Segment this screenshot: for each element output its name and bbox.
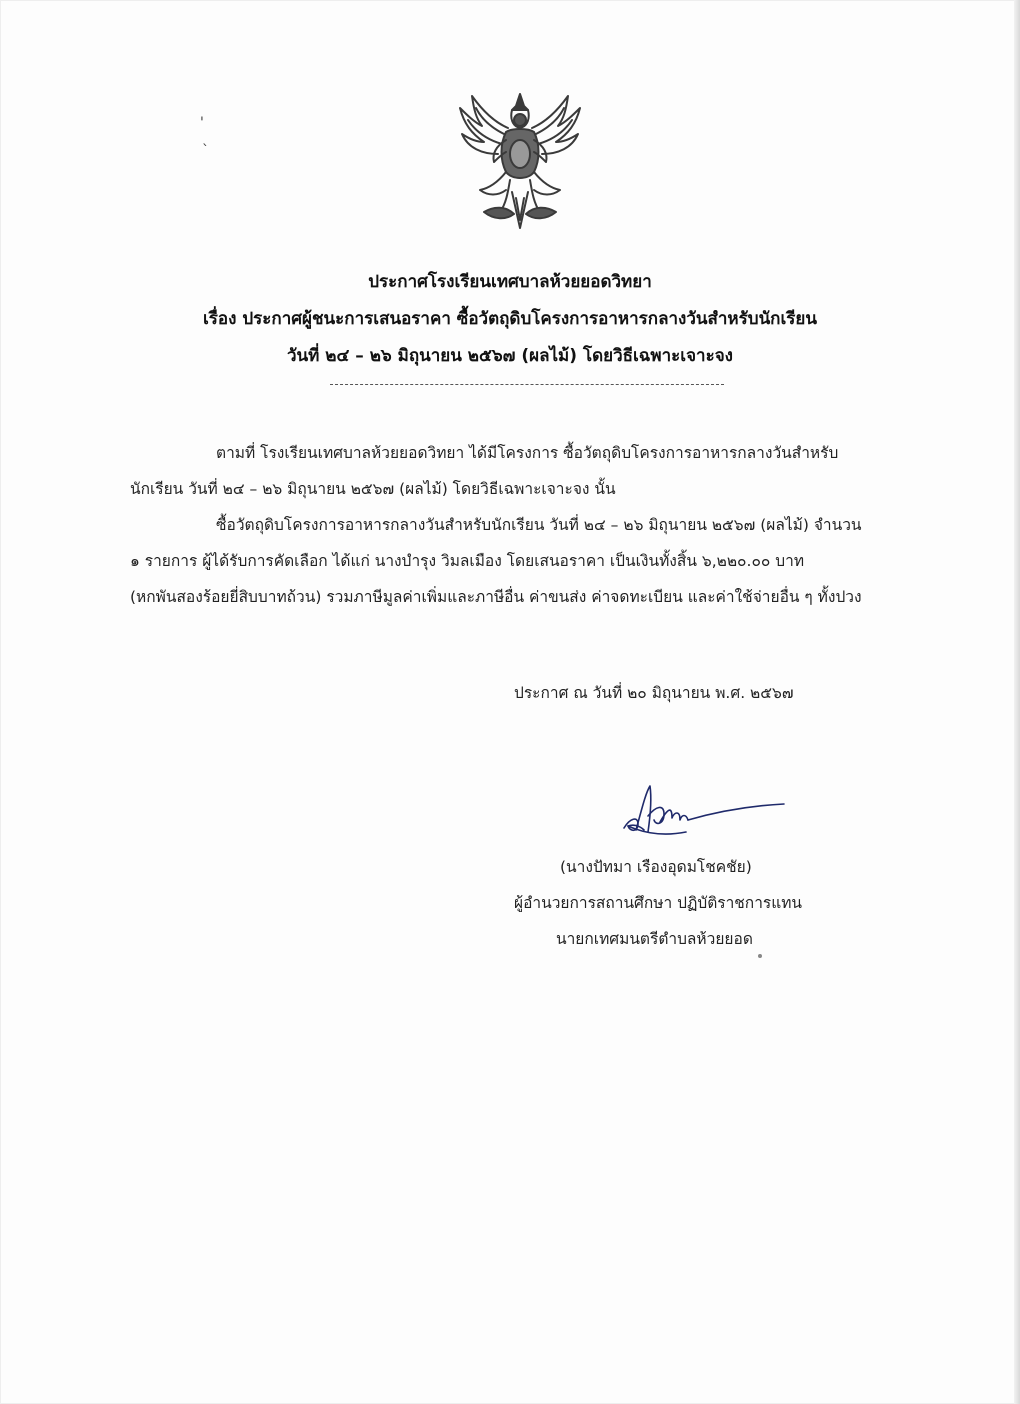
stray-dot (758, 954, 762, 958)
header-date-method: วันที่ ๒๔ – ๒๖ มิถุนายน ๒๕๖๗ (ผลไม้) โดยวิธีเฉพาะเจาะจง (287, 346, 733, 366)
signatory-position-line-2: นายกเทศมนตรีตำบลห้วยยอด (556, 930, 753, 948)
paragraph-1-line-1: ตามที่ โรงเรียนเทศบาลห้วยยอดวิทยา ได้มีโครงการ ซื้อวัตถุดิบโครงการอาหารกลางวันสำหรับ (216, 444, 839, 462)
signatory-name: (นางปัทมา เรืองอุดมโชคชัย) (560, 858, 752, 876)
paragraph-2-line-3: (หกพันสองร้อยยี่สิบบาทถ้วน) รวมภาษีมูลค่าเพิ่มและภาษีอื่น ค่าขนส่ง ค่าจดทะเบียน และค่าใช้จ่ายอื่น ๆ ทั้งปวง (130, 588, 862, 606)
paragraph-1-line-2: นักเรียน วันที่ ๒๔ – ๒๖ มิถุนายน ๒๕๖๗ (ผลไม้) โดยวิธีเฉพาะเจาะจง นั้น (130, 480, 616, 498)
paragraph-2-line-2: ๑ รายการ ผู้ได้รับการคัดเลือก ได้แก่ นางบำรุง วิมลเมือง โดยเสนอราคา เป็นเงินทั้งสิ้น ๖,๒๒๐.๐๐ บาท (130, 552, 805, 570)
header-subject: เรื่อง ประกาศผู้ชนะการเสนอราคา ซื้อวัตถุดิบโครงการอาหารกลางวันสำหรับนักเรียน (202, 309, 818, 329)
header-title: ประกาศโรงเรียนเทศบาลห้วยยอดวิทยา (368, 272, 652, 292)
garuda-emblem-icon (454, 88, 586, 236)
handwritten-signature (616, 778, 788, 842)
signatory-position-line-1: ผู้อำนวยการสถานศึกษา ปฏิบัติราชการแทน (514, 894, 803, 912)
stray-mark: ` (202, 143, 209, 159)
stray-mark: ' (200, 115, 204, 131)
paragraph-2-line-1: ซื้อวัตถุดิบโครงการอาหารกลางวันสำหรับนักเรียน วันที่ ๒๔ – ๒๖ มิถุนายน ๒๕๖๗ (ผลไม้) จำนวน (216, 516, 862, 534)
announcement-date: ประกาศ ณ วันที่ ๒๐ มิถุนายน พ.ศ. ๒๕๖๗ (514, 684, 794, 702)
header-separator (330, 384, 724, 385)
